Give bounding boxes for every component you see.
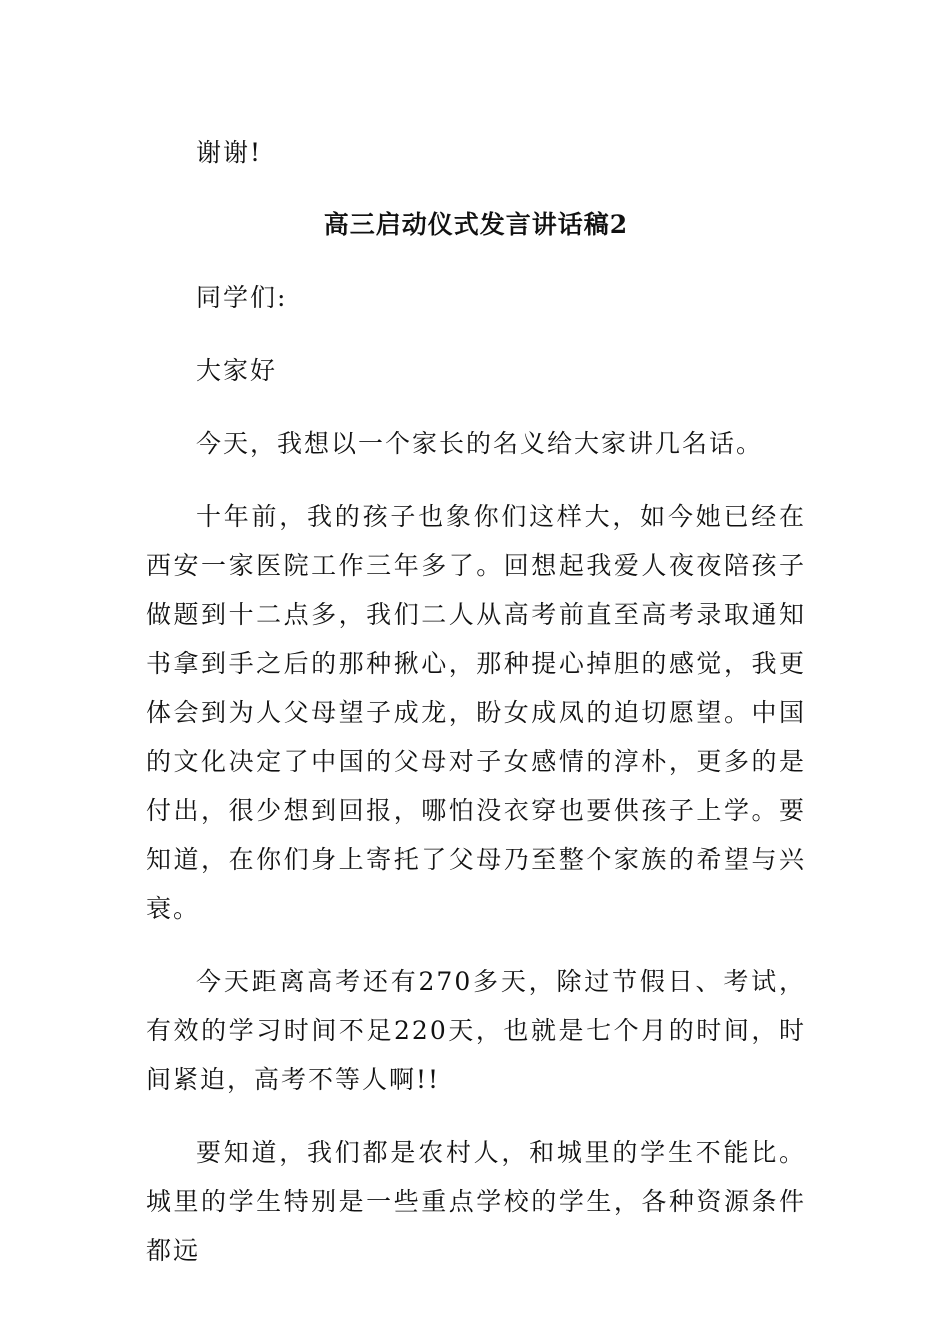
document-body xyxy=(146,128,806,1275)
salutation-text: 同学们: xyxy=(196,283,288,312)
paragraph-3: 今天距离高考还有270多天，除过节假日、考试，有效的学习时间不足220天，也就是七个月的时间，时间紧迫，高考不等人啊!! xyxy=(146,967,806,1094)
paragraph-2: 十年前，我的孩子也象你们这样大，如今她已经在西安一家医院工作三年多了。回想起我爱人夜夜陪孩子做题到十二点多，我们二人从高考前直至高考录取通知书拿到手之后的那种揪心，那种提心掉胆的感觉，我更体会到为人父母望子成龙，盼女成凤的迫切愿望。中国的文化决定了中国的父母对子女感情的淳朴，更多的是付出，很少想到回报，哪怕没衣穿也要供孩子上学。要知道，在你们身上寄托了父母乃至整个家族的希望与兴衰。 xyxy=(146,502,806,923)
greeting-text: 大家好 xyxy=(196,356,278,385)
closing-text: 谢谢! xyxy=(196,138,263,167)
speech-title: 高三启动仪式发言讲话稿2 xyxy=(323,210,629,239)
paragraph-4: 要知道，我们都是农村人，和城里的学生不能比。城里的学生特别是一些重点学校的学生，各种资源条件都远 xyxy=(146,1138,806,1265)
paragraph-1: 今天，我想以一个家长的名义给大家讲几名话。 xyxy=(196,429,764,458)
